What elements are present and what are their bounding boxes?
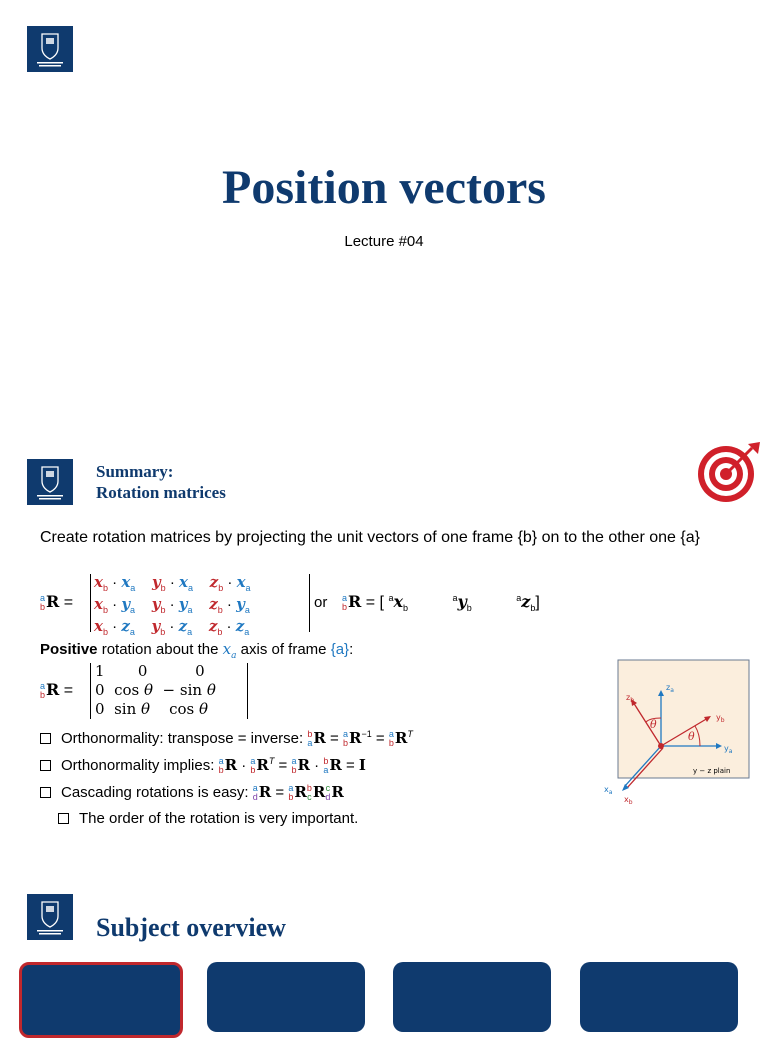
svg-text:xa: $x_a$ xyxy=(604,785,613,796)
checkbox-bullet xyxy=(40,787,51,798)
svg-text:ya: $y_a$ xyxy=(724,744,733,755)
overview-card-1[interactable] xyxy=(19,962,183,1038)
target-icon xyxy=(696,440,762,506)
bullet-cascading: Cascading rotations is easy: a dR = a bRb cRc dR xyxy=(40,783,344,802)
svg-text:xb: $x_b$ xyxy=(624,795,633,806)
intro-text: Create rotation matrices by projecting the unit vectors of one frame {b} on to the other one {a} xyxy=(40,529,700,546)
overview-card-4[interactable] xyxy=(580,962,738,1032)
overview-card-2[interactable] xyxy=(207,962,365,1032)
summary-heading-line2: Rotation matrices xyxy=(96,483,226,502)
svg-text:za: $z_a$ xyxy=(666,683,674,694)
overview-card-3[interactable] xyxy=(393,962,551,1032)
axis-of-frame: axis of frame xyxy=(240,641,327,658)
checkbox-bullet xyxy=(58,813,69,824)
title-slide xyxy=(0,0,768,440)
summary-heading-line1: Summary: xyxy=(96,462,174,481)
bullet-text: Orthonormality implies: xyxy=(61,757,215,774)
xb-label: x xyxy=(624,795,629,804)
positive-bold: Positive xyxy=(40,641,98,658)
yz-plane-figure xyxy=(600,656,760,816)
bullet-transpose-inverse: Orthonormality: transpose = inverse: b aR = a $bR^{-1} = a$ $bR^T$ xyxy=(40,729,413,748)
zb-label: z xyxy=(626,693,631,702)
summary-slide xyxy=(0,450,768,864)
theta-label: θ xyxy=(688,730,695,743)
checkbox-bullet xyxy=(40,760,51,771)
overview-title: Subject overview xyxy=(96,913,286,942)
xa-label: x xyxy=(604,785,609,794)
lecture-number: Lecture #04 xyxy=(344,233,424,250)
university-logo xyxy=(27,894,73,940)
za-label: z xyxy=(666,683,671,692)
university-logo xyxy=(27,459,73,505)
theta-label: θ xyxy=(650,718,657,731)
bullet-text: Orthonormality: transpose = inverse: xyxy=(61,730,304,747)
university-logo xyxy=(27,26,73,72)
positive-rotation-text: Positive rotation about the $x_a$ axis of frame {a}: xyxy=(40,640,354,661)
summary-heading xyxy=(96,461,226,503)
bullet-orthonormality-implies: Orthonormality implies: a bR · a $bR^T = a$ bR · b aR = I xyxy=(40,756,366,775)
svg-text:zb: $z_b$ xyxy=(626,693,635,704)
x-rotation-matrix: a bR = 1 0 0 0 cos θ − sin θ 0 sin θ cos θ xyxy=(40,662,260,722)
svg-text:yb: $y_b$ xyxy=(716,713,725,724)
frame-a: {a} xyxy=(330,641,350,658)
bullet-text: Cascading rotations is easy: xyxy=(61,784,249,801)
positive-rest: rotation about the xyxy=(97,641,219,658)
bullet-text: The order of the rotation is very important. xyxy=(79,810,359,827)
plane-label: y − z plain xyxy=(693,767,731,775)
yb-label: y xyxy=(716,713,721,722)
ya-label: y xyxy=(724,744,729,753)
checkbox-bullet xyxy=(40,733,51,744)
or-text: or xyxy=(314,594,328,611)
slide-title: Position vectors xyxy=(222,161,546,214)
rotation-matrix-definition: a bR = $x_b \cdot x_a$ $y_b \cdot x_a$ $z_b \cdot x_a$ $x_b \cdot y_a$ $y_b \cdot y_a$ $z_b \cdot y_a$ $x_b \cdot z_a$ $y_b \cdot z_a$ $z_b \cdot z_a$ or a bR = [ $^ax_b$ $^ay_b$ $^az_b$] xyxy=(40,573,540,637)
bullet-order xyxy=(58,810,358,827)
